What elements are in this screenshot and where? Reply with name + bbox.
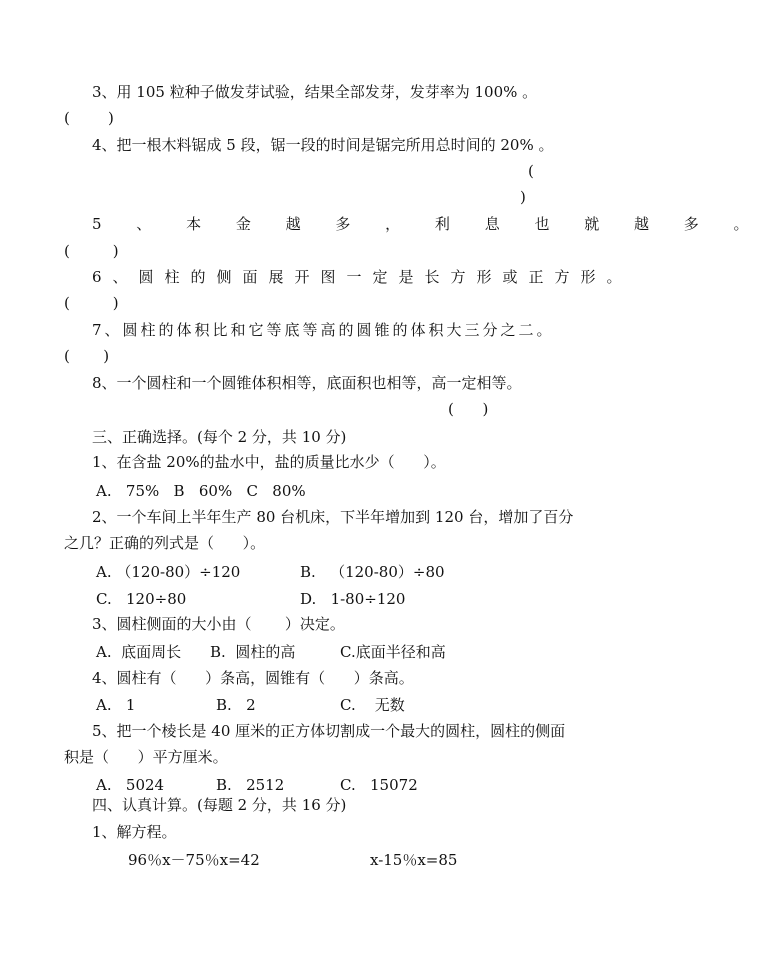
choice-q3-text: 3、圆柱侧面的大小由（ ）决定。: [92, 615, 345, 633]
judge-q5-text: 5 、 本 金 越 多 ， 利 息 也 就 越 多 。: [92, 215, 764, 233]
choice-q5-text: 5、把一个棱长是 40 厘米的正方体切割成一个最大的圆柱，圆柱的侧面: [92, 722, 566, 740]
choice-q2-text-cont: 之几？正确的列式是（ ）。: [64, 534, 266, 552]
judge-q7-answer-paren[interactable]: ( ): [64, 347, 110, 365]
choice-q4-option-c: C. 无数: [340, 696, 405, 714]
judge-q3-text: 3、用 105 粒种子做发芽试验，结果全部发芽，发芽率为 100% 。: [92, 83, 538, 101]
section-three-heading: 三、正确选择。(每个 2 分，共 10 分): [92, 428, 347, 446]
choice-q2-text: 2、一个车间上半年生产 80 台机床，下半年增加到 120 台，增加了百分: [92, 508, 574, 526]
judge-q7-text: 7、圆柱的体积比和它等底等高的圆锥的体积大三分之二。: [92, 321, 555, 339]
choice-q3-option-a: A. 底面周长: [96, 643, 182, 661]
choice-q2-option-b: B. （120-80）÷80: [300, 563, 445, 581]
choice-q3-option-b: B. 圆柱的高: [210, 643, 296, 661]
choice-q5-option-c: C. 15072: [340, 776, 418, 794]
judge-q6-answer-paren[interactable]: ( ): [64, 294, 119, 312]
choice-q3-option-c: C.底面半径和高: [340, 643, 446, 661]
choice-q2-option-a: A. （120-80）÷120: [96, 563, 241, 581]
judge-q4-paren-close[interactable]: ): [520, 188, 526, 206]
choice-q1-options: A. 75% B 60% C 80%: [96, 482, 306, 500]
judge-q3-answer-paren[interactable]: ( ): [64, 109, 114, 127]
choice-q2-option-c: C. 120÷80: [96, 590, 187, 608]
equation-two: x-15％x=85: [370, 851, 458, 869]
choice-q5-text-cont: 积是（ ）平方厘米。: [64, 748, 228, 766]
calc-subsection-one: 1、解方程。: [92, 823, 177, 841]
judge-q8-answer-paren[interactable]: ( ): [448, 400, 489, 418]
judge-q5-answer-paren[interactable]: ( ): [64, 242, 119, 260]
choice-q5-option-a: A. 5024: [96, 776, 165, 794]
choice-q2-option-d: D. 1-80÷120: [300, 590, 406, 608]
choice-q4-option-b: B. 2: [216, 696, 256, 714]
choice-q1-text: 1、在含盐 20%的盐水中，盐的质量比水少（ ）。: [92, 453, 446, 471]
equation-one: 96％x－75％x=42: [128, 851, 260, 869]
choice-q4-option-a: A. 1: [96, 696, 136, 714]
judge-q6-text: 6、圆柱的侧面展开图一定是长方形或正方形。: [92, 268, 633, 286]
judge-q4-text: 4、把一根木料锯成 5 段，锯一段的时间是锯完所用总时间的 20% 。: [92, 136, 554, 154]
judge-q8-text: 8、一个圆柱和一个圆锥体积相等，底面积也相等，高一定相等。: [92, 374, 522, 392]
judge-q4-paren-open[interactable]: (: [528, 162, 534, 180]
section-four-heading: 四、认真计算。(每题 2 分，共 16 分): [92, 796, 347, 814]
choice-q4-text: 4、圆柱有（ ）条高，圆锥有（ ）条高。: [92, 669, 414, 687]
choice-q5-option-b: B. 2512: [216, 776, 285, 794]
